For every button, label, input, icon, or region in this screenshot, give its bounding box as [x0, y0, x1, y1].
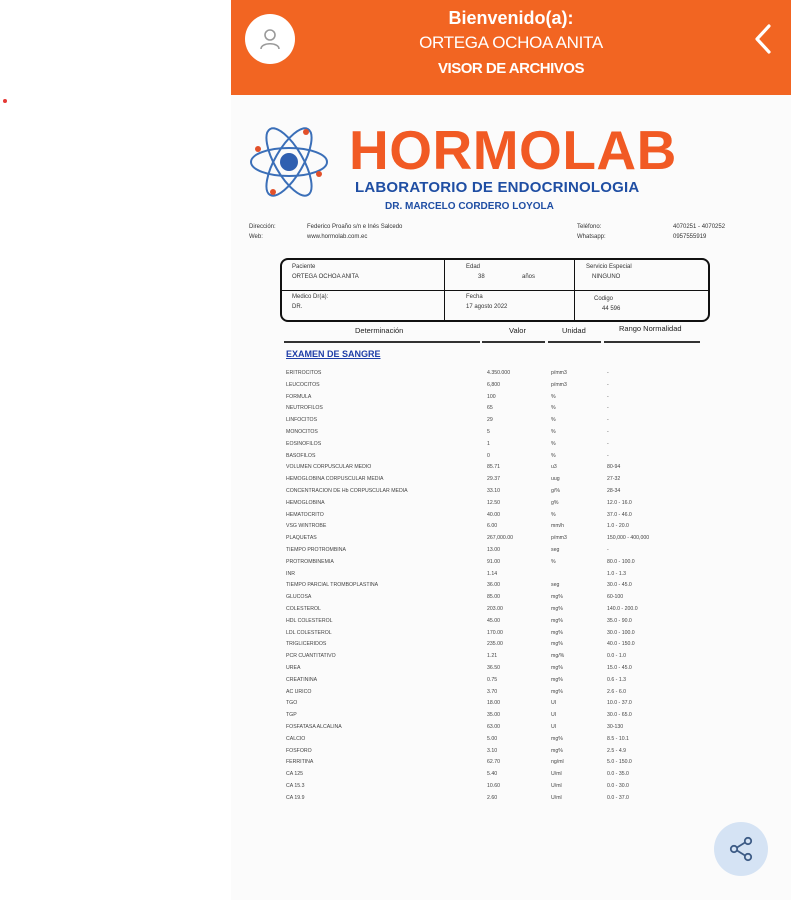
brand-subtitle: LABORATORIO DE ENDOCRINOLOGIA — [355, 179, 640, 196]
table-row — [286, 417, 706, 429]
cell-value: 267,000.00 — [487, 535, 513, 542]
cell-value: 100 — [487, 393, 496, 400]
cell-value: 1.14 — [487, 570, 498, 577]
table-row — [286, 441, 706, 453]
cell-range: 10.0 - 37.0 — [607, 700, 632, 707]
medico-value: DR. — [292, 304, 303, 310]
cell-name: VSG WINTROBE — [286, 523, 327, 530]
cell-range: 30.0 - 100.0 — [607, 629, 635, 636]
cell-unit: mg% — [551, 676, 563, 683]
table-row — [286, 783, 706, 795]
table-row — [286, 582, 706, 594]
cell-value: 45.00 — [487, 617, 500, 624]
cell-unit: mg% — [551, 641, 563, 648]
cell-range: 8.5 - 10.1 — [607, 735, 629, 742]
cell-range: 15.0 - 45.0 — [607, 665, 632, 671]
cell-value: 170.00 — [487, 629, 503, 636]
cell-value: 63.00 — [487, 724, 500, 730]
cell-range: 0.6 - 1.3 — [607, 676, 627, 683]
cell-unit: uug — [551, 476, 560, 483]
cell-name: CA 19.9 — [286, 794, 305, 801]
cell-name: EOSINOFILOS — [286, 440, 322, 447]
cell-value: 0.75 — [487, 676, 498, 683]
table-row — [286, 464, 706, 476]
cell-name: TIEMPO PARCIAL TROMBOPLASTINA — [286, 582, 379, 589]
cell-value: 6,800 — [487, 381, 500, 388]
table-row — [286, 630, 706, 642]
table-row — [286, 795, 706, 807]
cell-name: VOLUMEN CORPUSCULAR MEDIO — [286, 464, 372, 471]
cell-name: GLUCOSA — [286, 594, 312, 601]
cell-range: 27-32 — [607, 476, 621, 483]
cell-value: 12.50 — [487, 499, 500, 506]
cell-value: 235.00 — [487, 641, 503, 648]
cell-range: - — [607, 405, 609, 412]
table-row — [286, 712, 706, 724]
cell-name: PLAQUETAS — [286, 535, 317, 542]
cell-unit: g% — [551, 499, 559, 506]
cell-range: - — [607, 381, 609, 388]
cell-range: 1.0 - 20.0 — [607, 523, 629, 530]
cell-range: 60-100 — [607, 594, 624, 601]
cell-unit: % — [551, 511, 556, 518]
web-value: www.hormolab.com.ec — [307, 234, 368, 240]
column-header-unidad: Unidad — [562, 326, 586, 335]
paciente-label: Paciente — [292, 264, 316, 270]
cell-name: ERITROCITOS — [286, 370, 322, 376]
cell-name: COLESTEROL — [286, 606, 321, 612]
cell-value: 65 — [487, 405, 493, 412]
cell-range: 0.0 - 35.0 — [607, 771, 629, 778]
direccion-value: Federico Proaño s/n e Inés Salcedo — [307, 224, 403, 230]
table-row — [286, 653, 706, 665]
table-row — [286, 559, 706, 571]
cell-name: NEUTROFILOS — [286, 405, 323, 412]
cell-unit: mg% — [551, 606, 563, 612]
cell-name: CA 15.3 — [286, 783, 305, 789]
table-row — [286, 665, 706, 677]
table-row — [286, 571, 706, 583]
cell-value: 1 — [487, 440, 490, 447]
cell-unit: mg% — [551, 735, 563, 742]
cell-unit: U/ml — [551, 794, 562, 801]
table-row — [286, 771, 706, 783]
cell-range: - — [607, 547, 609, 553]
cell-value: 85.71 — [487, 464, 500, 471]
cell-name: BASOFILOS — [286, 452, 316, 459]
cell-unit: % — [551, 440, 556, 447]
cell-value: 40.00 — [487, 511, 500, 518]
cell-value: 203.00 — [487, 606, 503, 612]
cell-name: PROTROMBINEMIA — [286, 558, 334, 565]
cell-range: 30-130 — [607, 724, 624, 730]
cell-name: CALCIO — [286, 735, 306, 742]
cell-unit: mg% — [551, 665, 563, 671]
cell-unit: seg — [551, 582, 560, 589]
cell-value: 0 — [487, 452, 490, 459]
table-row — [286, 453, 706, 465]
patient-info-box — [280, 258, 710, 322]
table-row — [286, 488, 706, 500]
column-header-rango: Rango Normalidad — [619, 324, 682, 333]
codigo-value: 44 596 — [602, 306, 621, 312]
cell-name: TGO — [286, 700, 298, 707]
cell-range: - — [607, 440, 609, 447]
cell-name: AC URICO — [286, 688, 312, 695]
cell-unit: p/mm3 — [551, 535, 567, 542]
exam-section-title: EXAMEN DE SANGRE — [286, 349, 381, 359]
edad-value: 38 — [478, 274, 485, 280]
cell-range: 30.0 - 45.0 — [607, 582, 632, 589]
cell-value: 36.50 — [487, 665, 500, 671]
cell-range: 150,000 - 400,000 — [607, 535, 650, 542]
cell-value: 91.00 — [487, 558, 500, 565]
cell-unit: UI — [551, 700, 557, 707]
cell-name: TGP — [286, 712, 297, 719]
cell-name: CONCENTRACION DE Hb CORPUSCULAR MEDIA — [286, 488, 408, 494]
telefono-value: 4070251 - 4070252 — [673, 224, 726, 230]
cell-value: 85.00 — [487, 594, 500, 601]
cell-unit: p/mm3 — [551, 381, 567, 388]
cell-range: - — [607, 393, 609, 400]
user-name: ORTEGA OCHOA ANITA — [419, 33, 603, 52]
cell-range: 2.5 - 4.9 — [607, 747, 627, 754]
section-title: VISOR DE ARCHIVOS — [438, 60, 584, 77]
cell-unit: % — [551, 558, 556, 565]
cell-unit: g/% — [551, 488, 560, 494]
cell-name: TIEMPO PROTROMBINA — [286, 547, 346, 553]
column-header-determinacion: Determinación — [355, 326, 404, 335]
table-row — [286, 523, 706, 535]
cell-value: 13.00 — [487, 547, 500, 553]
cell-unit: ng/ml — [551, 759, 564, 766]
cell-unit: p/mm3 — [551, 370, 567, 376]
cell-unit: UI — [551, 712, 557, 719]
cell-value: 4.350.000 — [487, 370, 511, 376]
cell-value: 5 — [487, 429, 490, 435]
cell-value: 35.00 — [487, 712, 500, 719]
cell-unit: mg% — [551, 747, 563, 754]
medico-label: Medico Dr(a): — [292, 294, 329, 300]
cell-range: 5.0 - 150.0 — [607, 759, 632, 766]
cell-name: FOSFORO — [286, 747, 312, 754]
chevron-left-icon[interactable] — [751, 22, 775, 56]
table-row — [286, 394, 706, 406]
share-icon — [727, 835, 755, 863]
cell-name: UREA — [286, 665, 301, 671]
cell-value: 2.60 — [487, 794, 498, 801]
cell-name: FERRITINA — [286, 759, 314, 766]
whatsapp-label: Whatsapp: — [577, 234, 606, 240]
fecha-label: Fecha — [466, 294, 483, 300]
cell-value: 29 — [487, 417, 493, 424]
document-viewer[interactable] — [231, 95, 791, 900]
table-row — [286, 512, 706, 524]
edad-unit: años — [522, 274, 536, 280]
cell-range: 0.0 - 1.0 — [607, 653, 627, 660]
cell-value: 6.00 — [487, 523, 498, 530]
cell-name: INR — [286, 570, 295, 577]
cell-range: - — [607, 452, 609, 459]
cell-range: 140.0 - 200.0 — [607, 606, 638, 612]
cell-name: FORMULA — [286, 393, 312, 400]
cell-name: HEMATOCRITO — [286, 511, 324, 518]
welcome-text: Bienvenido(a): — [448, 8, 574, 28]
app-header — [231, 0, 791, 95]
cell-name: HEMOGLOBINA CORPUSCULAR MEDIA — [286, 476, 384, 483]
table-row — [286, 736, 706, 748]
table-row — [286, 618, 706, 630]
cell-name: FOSFATASA ALCALINA — [286, 724, 342, 730]
cell-value: 33.10 — [487, 488, 500, 494]
table-row — [286, 759, 706, 771]
cell-value: 5.00 — [487, 735, 498, 742]
cell-unit: mm/h — [551, 523, 564, 530]
web-label: Web: — [249, 234, 263, 240]
table-row — [286, 500, 706, 512]
share-button[interactable] — [714, 822, 768, 876]
cell-name: CREATININA — [286, 676, 318, 683]
cell-unit: mg% — [551, 629, 563, 636]
codigo-label: Codigo — [594, 296, 614, 302]
cell-name: MONOCITOS — [286, 429, 318, 435]
cell-unit: seg — [551, 547, 560, 553]
cell-name: LINFOCITOS — [286, 417, 318, 424]
atom-logo-icon — [248, 122, 330, 202]
cell-range: 35.0 - 90.0 — [607, 617, 632, 624]
table-row — [286, 535, 706, 547]
servicio-value: NINGUNO — [592, 274, 621, 280]
cell-range: 0.0 - 37.0 — [607, 794, 629, 801]
cell-name: HDL COLESTEROL — [286, 617, 333, 624]
cell-range: 12.0 - 16.0 — [607, 499, 632, 506]
edad-label: Edad — [466, 264, 481, 270]
table-row — [286, 700, 706, 712]
cell-value: 29.37 — [487, 476, 500, 483]
servicio-label: Servicio Especial — [586, 264, 632, 270]
cell-value: 1.21 — [487, 653, 498, 660]
cell-name: HEMOGLOBINA — [286, 499, 325, 506]
table-row — [286, 547, 706, 559]
cell-range: 80-94 — [607, 464, 621, 471]
cell-name: PCR CUANTITATIVO — [286, 653, 336, 660]
cell-range: - — [607, 417, 609, 424]
column-header-valor: Valor — [509, 326, 526, 335]
cell-range: - — [607, 370, 609, 376]
table-row — [286, 606, 706, 618]
table-row — [286, 405, 706, 417]
table-row — [286, 476, 706, 488]
cell-range: - — [607, 429, 609, 435]
cell-value: 5.40 — [487, 771, 498, 778]
table-row — [286, 689, 706, 701]
doctor-name: DR. MARCELO CORDERO LOYOLA — [385, 201, 554, 212]
table-row — [286, 429, 706, 441]
cell-unit: % — [551, 452, 556, 459]
app-panel — [231, 0, 791, 900]
cell-name: TRIGLICERIDOS — [286, 641, 327, 648]
cell-unit: UI — [551, 724, 557, 730]
table-row — [286, 382, 706, 394]
direccion-label: Dirección: — [249, 224, 276, 230]
cell-range: 30.0 - 65.0 — [607, 712, 632, 719]
cell-unit: % — [551, 405, 556, 412]
cell-unit: mg/% — [551, 653, 565, 660]
cell-range: 40.0 - 150.0 — [607, 641, 635, 648]
paciente-value: ORTEGA OCHOA ANITA — [292, 274, 359, 280]
cell-value: 62.70 — [487, 759, 500, 766]
cell-range: 0.0 - 30.0 — [607, 783, 629, 789]
cell-unit: mg% — [551, 688, 563, 695]
cell-range: 1.0 - 1.3 — [607, 570, 627, 577]
fecha-value: 17 agosto 2022 — [466, 304, 508, 310]
cell-range: 28-34 — [607, 488, 621, 494]
table-row — [286, 724, 706, 736]
cell-unit: % — [551, 393, 556, 400]
table-row — [286, 370, 706, 382]
cell-range: 37.0 - 46.0 — [607, 511, 632, 518]
cell-range: 2.6 - 6.0 — [607, 688, 627, 695]
brand-name: HORMOLAB — [349, 119, 677, 181]
table-row — [286, 594, 706, 606]
cell-unit: mg% — [551, 594, 563, 601]
table-row — [286, 677, 706, 689]
cell-unit: mg% — [551, 617, 563, 624]
cell-name: CA 125 — [286, 771, 304, 778]
table-row — [286, 641, 706, 653]
cell-value: 36.00 — [487, 582, 500, 589]
red-dot — [3, 99, 7, 103]
cell-unit: U/ml — [551, 783, 562, 789]
cell-unit: U/ml — [551, 771, 562, 778]
cell-unit: % — [551, 417, 556, 424]
cell-name: LEUCOCITOS — [286, 381, 320, 388]
cell-value: 10.60 — [487, 783, 500, 789]
cell-value: 3.70 — [487, 688, 498, 695]
cell-unit: u3 — [551, 464, 557, 471]
whatsapp-value: 0957555919 — [673, 234, 707, 240]
cell-range: 80.0 - 100.0 — [607, 558, 635, 565]
telefono-label: Teléfono: — [577, 224, 602, 230]
cell-unit: % — [551, 429, 556, 435]
table-row — [286, 748, 706, 760]
cell-name: LDL COLESTEROL — [286, 629, 332, 636]
cell-value: 18.00 — [487, 700, 500, 707]
cell-value: 3.10 — [487, 747, 498, 754]
